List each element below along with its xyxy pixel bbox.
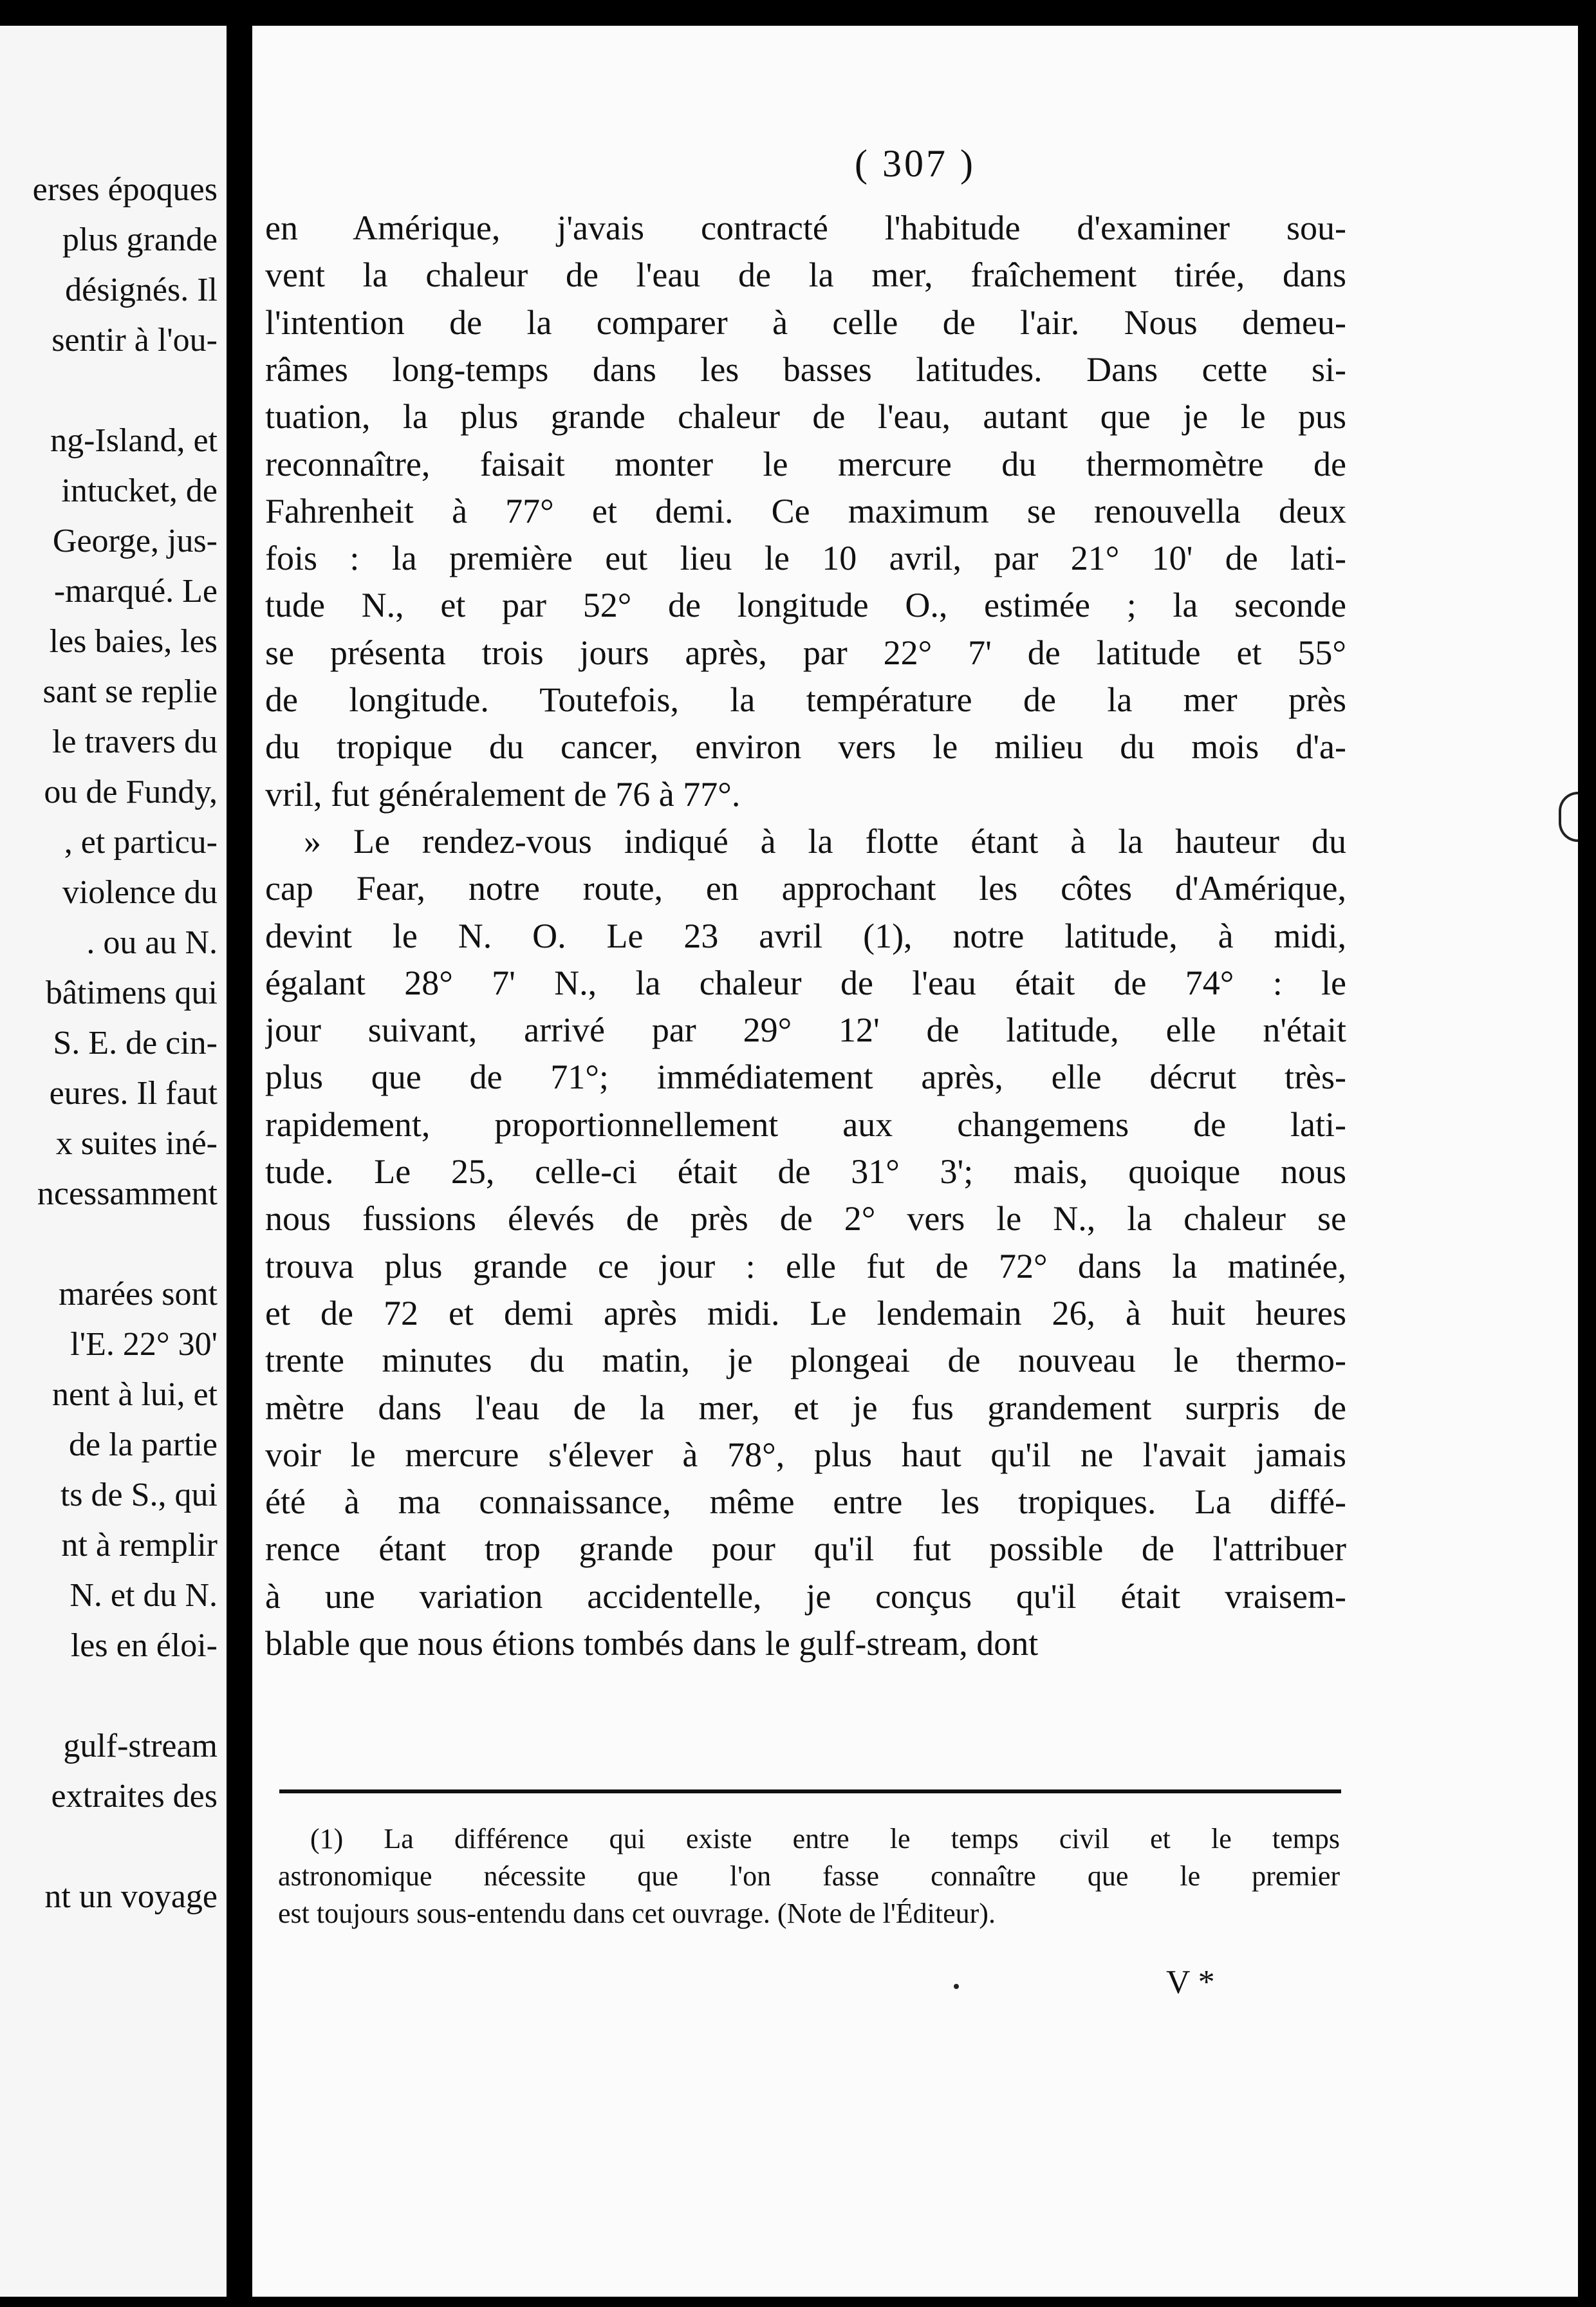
page-number: ( 307 ) bbox=[855, 142, 976, 185]
footnote-line: est toujours sous-entendu dans cet ouvrage. (Note de l'Éditeur). bbox=[278, 1898, 996, 1929]
left-page-line: nt un voyage bbox=[44, 1878, 218, 1915]
left-page-line: ts de S., qui bbox=[60, 1477, 218, 1513]
body-text-line: égalant 28° 7' N., la chaleur de l'eau était de 74° : le bbox=[265, 964, 1346, 1002]
left-page-line: S. E. de cin- bbox=[53, 1025, 218, 1061]
print-speck bbox=[954, 1984, 959, 1989]
body-text-line: voir le mercure s'élever à 78°, plus haut qu'il ne l'avait jamais bbox=[265, 1435, 1346, 1474]
body-text-line: rapidement, proportionnellement aux changemens de lati- bbox=[265, 1105, 1346, 1144]
body-text-line: se présenta trois jours après, par 22° 7' de latitude et 55° bbox=[265, 633, 1346, 672]
left-page-line: ncessamment bbox=[37, 1175, 218, 1212]
body-text-line: reconnaître, faisait monter le mercure du thermomètre de bbox=[265, 445, 1346, 483]
left-page-line: plus grande bbox=[62, 221, 218, 258]
left-page-line: désignés. Il bbox=[65, 272, 218, 308]
body-text-line: fois : la première eut lieu le 10 avril, par 21° 10' de lati- bbox=[265, 539, 1346, 577]
left-page-line: sentir à l'ou- bbox=[51, 322, 218, 359]
body-text-line: tude N., et par 52° de longitude O., estimée ; la seconde bbox=[265, 586, 1346, 624]
body-text-line: trente minutes du matin, je plongeai de nouveau le thermo- bbox=[265, 1341, 1346, 1379]
left-page-line: , et particu- bbox=[64, 824, 218, 861]
page-edge-mark bbox=[1559, 792, 1578, 842]
left-page-line: les en éloi- bbox=[70, 1627, 218, 1664]
left-page-line: sant se replie bbox=[42, 673, 218, 710]
body-text-line: » Le rendez-vous indiqué à la flotte étant à la hauteur du bbox=[304, 822, 1346, 861]
body-text-line: l'intention de la comparer à celle de l'air. Nous demeu- bbox=[265, 303, 1346, 342]
signature-mark: V * bbox=[1166, 1964, 1215, 2001]
book-gutter bbox=[227, 0, 252, 2307]
left-page-line: intucket, de bbox=[61, 472, 218, 509]
left-page-line: . ou au N. bbox=[86, 924, 218, 961]
footnote-line: (1) La différence qui existe entre le temps civil et le temps bbox=[310, 1823, 1340, 1854]
body-text-line: Fahrenheit à 77° et demi. Ce maximum se renouvella deux bbox=[265, 492, 1346, 530]
left-page-line: nt à remplir bbox=[61, 1527, 218, 1564]
left-page-line: marées sont bbox=[59, 1276, 218, 1312]
footnote-line: astronomique nécessite que l'on fasse connaître que le premier bbox=[278, 1860, 1340, 1892]
left-page-line: nent à lui, et bbox=[51, 1376, 218, 1413]
left-page-line: eures. Il faut bbox=[49, 1075, 218, 1112]
body-text-line: été à ma connaissance, même entre les tropiques. La diffé- bbox=[265, 1482, 1346, 1521]
body-text-line: trouva plus grande ce jour : elle fut de 72° dans la matinée, bbox=[265, 1247, 1346, 1285]
body-text-line: mètre dans l'eau de la mer, et je fus grandement surpris de bbox=[265, 1388, 1346, 1427]
left-page-line: ng-Island, et bbox=[50, 422, 218, 459]
body-text-line: nous fussions élevés de près de 2° vers le N., la chaleur se bbox=[265, 1199, 1346, 1238]
left-page-line: l'E. 22° 30' bbox=[70, 1326, 218, 1363]
left-page-line: ou de Fundy, bbox=[44, 774, 218, 810]
left-page-line: -marqué. Le bbox=[53, 573, 218, 610]
body-text-line: devint le N. O. Le 23 avril (1), notre latitude, à midi, bbox=[265, 917, 1346, 955]
left-page-line: violence du bbox=[62, 874, 218, 911]
left-page-line: N. et du N. bbox=[70, 1577, 218, 1614]
left-page-line: gulf-stream bbox=[63, 1728, 218, 1764]
left-page-fragment bbox=[0, 26, 227, 2297]
body-text-line: de longitude. Toutefois, la température de la mer près bbox=[265, 680, 1346, 719]
body-text-line: à une variation accidentelle, je conçus qu'il était vraisem- bbox=[265, 1577, 1346, 1616]
left-page-line: George, jus- bbox=[52, 523, 218, 559]
left-page-line: x suites iné- bbox=[55, 1125, 218, 1162]
body-text-line: tuation, la plus grande chaleur de l'eau, autant que je le pus bbox=[265, 397, 1346, 436]
left-page-line: le travers du bbox=[51, 724, 218, 760]
body-text-line: tude. Le 25, celle-ci était de 31° 3'; mais, quoique nous bbox=[265, 1152, 1346, 1191]
footnote-rule bbox=[279, 1789, 1341, 1793]
body-text-line: râmes long-temps dans les basses latitudes. Dans cette si- bbox=[265, 350, 1346, 389]
left-page-line: de la partie bbox=[69, 1426, 218, 1463]
body-text-line: jour suivant, arrivé par 29° 12' de latitude, elle n'était bbox=[265, 1011, 1346, 1049]
body-text-line: plus que de 71°; immédiatement après, elle décrut très- bbox=[265, 1058, 1346, 1096]
left-page-line: extraites des bbox=[51, 1778, 218, 1815]
body-text-line: blable que nous étions tombés dans le gulf-stream, dont bbox=[265, 1624, 1039, 1663]
left-page-line: bâtimens qui bbox=[45, 975, 218, 1011]
body-text-line: du tropique du cancer, environ vers le milieu du mois d'a- bbox=[265, 727, 1346, 766]
body-text-line: en Amérique, j'avais contracté l'habitude d'examiner sou- bbox=[265, 209, 1346, 247]
body-text-line: vril, fut généralement de 76 à 77°. bbox=[265, 775, 741, 814]
left-page-line: les baies, les bbox=[49, 623, 218, 660]
body-text-line: rence étant trop grande pour qu'il fut possible de l'attribuer bbox=[265, 1529, 1346, 1568]
body-text-line: cap Fear, notre route, en approchant les côtes d'Amérique, bbox=[265, 869, 1346, 908]
body-text-line: vent la chaleur de l'eau de la mer, fraîchement tirée, dans bbox=[265, 256, 1346, 294]
main-page bbox=[252, 26, 1578, 2297]
body-text-line: et de 72 et demi après midi. Le lendemain 26, à huit heures bbox=[265, 1294, 1346, 1332]
left-page-line: erses époques bbox=[32, 171, 218, 208]
